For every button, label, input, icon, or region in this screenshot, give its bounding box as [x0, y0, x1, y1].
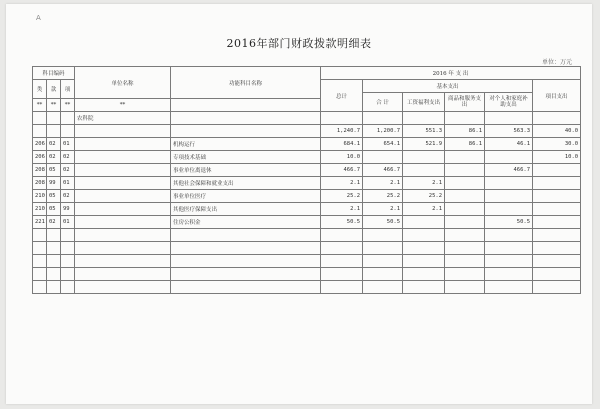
cell-total: 50.5: [321, 216, 363, 229]
appropriation-table: [32, 66, 581, 294]
empty-cell: [403, 229, 445, 242]
table-row: [33, 125, 581, 138]
cell-goods: [445, 190, 485, 203]
cell-subsidy: 50.5: [485, 216, 533, 229]
empty-cell: [363, 268, 403, 281]
cell-project: [533, 203, 581, 216]
cell-lei: 210: [33, 190, 47, 203]
cell-func: 住房公积金: [171, 216, 321, 229]
empty-cell: [321, 268, 363, 281]
cell-unit: [75, 190, 171, 203]
empty-row: [33, 229, 581, 242]
cell-total: 466.7: [321, 164, 363, 177]
cell-kuan: 05: [47, 190, 61, 203]
cell-func: 事业单位离退休: [171, 164, 321, 177]
empty-cell: [363, 229, 403, 242]
cell-xiang: [61, 112, 75, 125]
empty-cell: [171, 255, 321, 268]
cell-func: 其他医疗保障支出: [171, 203, 321, 216]
empty-cell: [403, 281, 445, 294]
cell-subsidy: 466.7: [485, 164, 533, 177]
cell-func: [171, 112, 321, 125]
empty-cell: [533, 281, 581, 294]
cell-func: 专项技术基础: [171, 151, 321, 164]
header-project: 项目支出: [533, 80, 581, 112]
cell-lei: 208: [33, 177, 47, 190]
cell-kuan: 02: [47, 138, 61, 151]
cell-unit: 农科院: [75, 112, 171, 125]
cell-lei: 206: [33, 151, 47, 164]
table-row: [33, 164, 581, 177]
cell-project: [533, 216, 581, 229]
header-wages: 工资福利支出: [403, 93, 445, 112]
header-basic-spend: 基本支出: [363, 80, 533, 93]
table-row: [33, 190, 581, 203]
cell-lei: 221: [33, 216, 47, 229]
cell-unit: [75, 151, 171, 164]
cell-wages: 25.2: [403, 190, 445, 203]
cell-lei: 206: [33, 138, 47, 151]
table-row: [33, 177, 581, 190]
empty-cell: [445, 255, 485, 268]
empty-cell: [33, 229, 47, 242]
cell-kuan: 02: [47, 151, 61, 164]
cell-goods: 86.1: [445, 138, 485, 151]
empty-cell: [533, 229, 581, 242]
cell-goods: [445, 177, 485, 190]
cell-xiang: 01: [61, 177, 75, 190]
cell-xiang: 01: [61, 216, 75, 229]
cell-sum: 466.7: [363, 164, 403, 177]
cell-goods: [445, 203, 485, 216]
table-row: [33, 138, 581, 151]
empty-cell: [403, 268, 445, 281]
cell-subsidy: 563.3: [485, 125, 533, 138]
header-subject-code: 科目编码: [33, 67, 75, 80]
empty-cell: [445, 242, 485, 255]
empty-cell: [33, 255, 47, 268]
empty-cell: [485, 229, 533, 242]
cell-wages: 521.9: [403, 138, 445, 151]
empty-cell: [485, 281, 533, 294]
empty-cell: [61, 281, 75, 294]
cell-sum: 2.1: [363, 177, 403, 190]
cell-unit: [75, 177, 171, 190]
empty-cell: [171, 268, 321, 281]
cell-unit: [75, 164, 171, 177]
cell-wages: [403, 216, 445, 229]
empty-cell: [33, 281, 47, 294]
cell-wages: 2.1: [403, 177, 445, 190]
cell-sum: 25.2: [363, 190, 403, 203]
cell-kuan: [47, 125, 61, 138]
cell-project: [533, 164, 581, 177]
empty-row: [33, 255, 581, 268]
empty-cell: [61, 268, 75, 281]
empty-cell: [485, 242, 533, 255]
empty-cell: [47, 281, 61, 294]
cell-wages: [403, 164, 445, 177]
cell-goods: [445, 112, 485, 125]
empty-cell: [171, 229, 321, 242]
cell-unit: [75, 216, 171, 229]
header-kuan: 款: [47, 80, 61, 99]
empty-cell: [75, 229, 171, 242]
empty-cell: [75, 255, 171, 268]
table-row: [33, 151, 581, 164]
cell-kuan: 05: [47, 164, 61, 177]
table-row: [33, 203, 581, 216]
empty-cell: [321, 281, 363, 294]
empty-cell: [363, 255, 403, 268]
cell-goods: [445, 151, 485, 164]
header-star-lei: **: [33, 99, 47, 112]
header-star-kuan: **: [47, 99, 61, 112]
empty-cell: [363, 242, 403, 255]
empty-cell: [47, 229, 61, 242]
empty-cell: [75, 242, 171, 255]
cell-wages: [403, 151, 445, 164]
cell-project: [533, 190, 581, 203]
cell-kuan: [47, 112, 61, 125]
cell-func: [171, 125, 321, 138]
cell-total: 1,240.7: [321, 125, 363, 138]
cell-kuan: 02: [47, 216, 61, 229]
empty-row: [33, 242, 581, 255]
empty-cell: [75, 268, 171, 281]
empty-cell: [47, 268, 61, 281]
empty-cell: [321, 242, 363, 255]
cell-total: 2.1: [321, 203, 363, 216]
empty-cell: [171, 242, 321, 255]
header-xiang: 项: [61, 80, 75, 99]
empty-row: [33, 268, 581, 281]
empty-cell: [533, 242, 581, 255]
cell-project: 40.0: [533, 125, 581, 138]
cell-xiang: 99: [61, 203, 75, 216]
unit-label: 单位：万元: [541, 59, 572, 66]
cell-project: [533, 177, 581, 190]
cell-total: [321, 112, 363, 125]
empty-cell: [61, 242, 75, 255]
cell-goods: 86.1: [445, 125, 485, 138]
cell-unit: [75, 203, 171, 216]
table-body: [33, 112, 581, 294]
cell-xiang: 02: [61, 164, 75, 177]
empty-cell: [533, 268, 581, 281]
cell-func: 事业单位医疗: [171, 190, 321, 203]
cell-wages: [403, 112, 445, 125]
cell-sum: 654.1: [363, 138, 403, 151]
cell-goods: [445, 164, 485, 177]
empty-cell: [485, 268, 533, 281]
empty-cell: [321, 255, 363, 268]
document-page: [6, 4, 592, 404]
empty-cell: [533, 255, 581, 268]
empty-row: [33, 281, 581, 294]
cell-lei: 208: [33, 164, 47, 177]
cell-sum: [363, 151, 403, 164]
empty-cell: [403, 255, 445, 268]
corner-mark: A: [36, 14, 41, 22]
cell-total: 684.1: [321, 138, 363, 151]
empty-cell: [171, 281, 321, 294]
empty-cell: [403, 242, 445, 255]
empty-cell: [445, 281, 485, 294]
cell-unit: [75, 138, 171, 151]
cell-wages: 2.1: [403, 203, 445, 216]
header-star-unit: **: [75, 99, 171, 112]
cell-kuan: 05: [47, 203, 61, 216]
empty-cell: [445, 268, 485, 281]
cell-total: 2.1: [321, 177, 363, 190]
header-unit-name: 单位名称: [75, 67, 171, 99]
cell-subsidy: [485, 203, 533, 216]
page-title: 2016年部门财政拨款明细表: [226, 37, 372, 50]
header-empty: [171, 99, 321, 112]
cell-lei: [33, 112, 47, 125]
header-star-xiang: **: [61, 99, 75, 112]
empty-cell: [445, 229, 485, 242]
header-lei: 类: [33, 80, 47, 99]
cell-total: 25.2: [321, 190, 363, 203]
empty-cell: [485, 255, 533, 268]
cell-sum: 2.1: [363, 203, 403, 216]
empty-cell: [47, 255, 61, 268]
cell-sum: [363, 112, 403, 125]
cell-lei: 210: [33, 203, 47, 216]
empty-cell: [33, 268, 47, 281]
header-total: 总计: [321, 80, 363, 112]
cell-subsidy: [485, 112, 533, 125]
cell-total: 10.0: [321, 151, 363, 164]
header-year-spend: 2016 年 支 出: [321, 67, 581, 80]
empty-cell: [363, 281, 403, 294]
empty-cell: [321, 229, 363, 242]
cell-lei: [33, 125, 47, 138]
cell-sum: 50.5: [363, 216, 403, 229]
cell-subsidy: [485, 151, 533, 164]
empty-cell: [61, 229, 75, 242]
table-row: [33, 216, 581, 229]
empty-cell: [47, 242, 61, 255]
cell-project: 30.0: [533, 138, 581, 151]
cell-kuan: 99: [47, 177, 61, 190]
cell-unit: [75, 125, 171, 138]
cell-wages: 551.3: [403, 125, 445, 138]
cell-sum: 1,200.7: [363, 125, 403, 138]
cell-xiang: [61, 125, 75, 138]
cell-subsidy: [485, 177, 533, 190]
header-sum: 合 计: [363, 93, 403, 112]
empty-cell: [61, 255, 75, 268]
cell-project: 10.0: [533, 151, 581, 164]
cell-func: 其他社会保障和就业支出: [171, 177, 321, 190]
cell-subsidy: [485, 190, 533, 203]
empty-cell: [75, 281, 171, 294]
cell-xiang: 02: [61, 151, 75, 164]
empty-cell: [33, 242, 47, 255]
cell-func: 机构运行: [171, 138, 321, 151]
cell-subsidy: 46.1: [485, 138, 533, 151]
table-row: [33, 112, 581, 125]
cell-xiang: 02: [61, 190, 75, 203]
cell-project: [533, 112, 581, 125]
cell-xiang: 01: [61, 138, 75, 151]
header-function-name: 功能科目名称: [171, 67, 321, 99]
header-goods: 商品和服务支出: [445, 93, 485, 112]
header-subsidy: 对个人和家庭补助支出: [485, 93, 533, 112]
cell-goods: [445, 216, 485, 229]
